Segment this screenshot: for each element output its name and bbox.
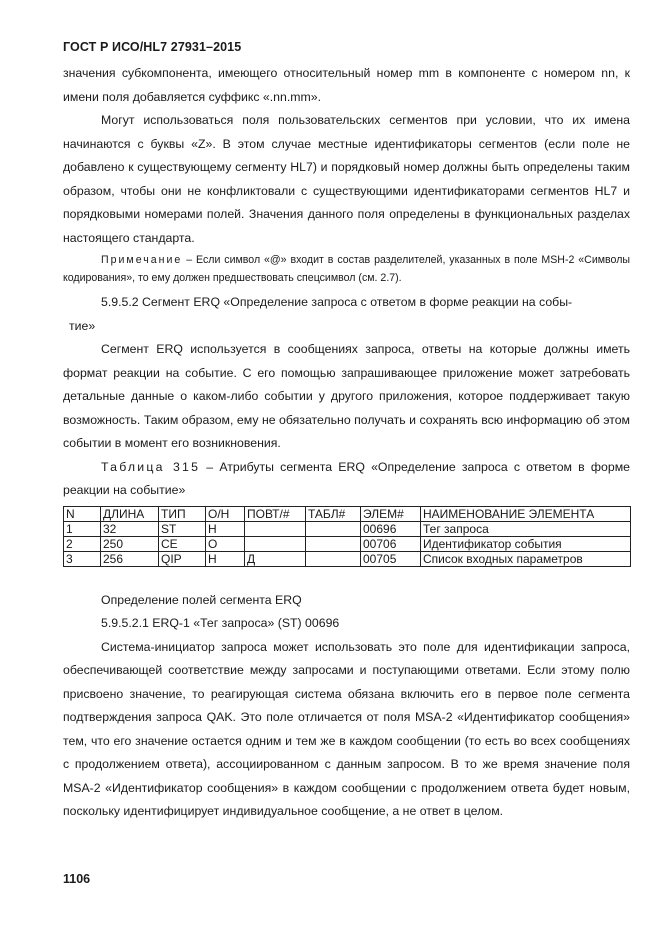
page-content — [63, 62, 630, 824]
cell-repeat: Д — [245, 551, 306, 566]
cell-length: 250 — [101, 536, 159, 551]
cell-repeat — [245, 536, 306, 551]
cell-element: 00706 — [361, 536, 421, 551]
col-header-length: ДЛИНА — [101, 506, 159, 521]
cell-type: ST — [159, 521, 206, 536]
table-row — [64, 521, 631, 536]
note-text: – Если символ «@» входит в состав разделителей, указанных в поле MSH-2 «Символы кодирования», то ему должен предшествовать спецсимвол (см. 2.7). — [63, 254, 630, 284]
document-header: ГОСТ Р ИСО/HL7 27931–2015 — [63, 40, 242, 54]
field-definitions-heading: Определение полей сегмента ERQ — [101, 592, 302, 607]
table-header-row — [64, 506, 631, 521]
section-heading-erq-continued: тие» — [69, 318, 96, 333]
note — [63, 251, 630, 287]
section-heading-erq: 5.9.5.2 Сегмент ERQ «Определение запроса с ответом в форме реакции на собы- — [101, 295, 573, 309]
cell-element-name: Идентификатор события — [421, 536, 631, 551]
table-caption — [63, 456, 630, 503]
cell-element: 00696 — [361, 521, 421, 536]
cell-table — [306, 521, 361, 536]
cell-n: 2 — [64, 536, 101, 551]
table-caption-label: Таблица 315 — [101, 459, 201, 474]
col-header-optionality: О/Н — [206, 506, 245, 521]
cell-table — [306, 551, 361, 566]
col-header-table: ТАБЛ# — [306, 506, 361, 521]
cell-type: QIP — [159, 551, 206, 566]
col-header-element-name: НАИМЕНОВАНИЕ ЭЛЕМЕНТА — [421, 506, 631, 521]
cell-n: 1 — [64, 521, 101, 536]
table-row — [64, 551, 631, 566]
paragraph-subcomponent-suffix: значения субкомпонента, имеющего относительный номер mm в компоненте с номером nn, к имени поля добавляется суффикс «.nn.mm». — [63, 66, 630, 104]
cell-table — [306, 536, 361, 551]
cell-element-name: Список входных параметров — [421, 551, 631, 566]
paragraph-erq-description: Сегмент ERQ используется в сообщениях запроса, ответы на которые должны иметь формат реакции на событие. С его помощью запрашивающее приложение может затребовать детальные данные о каком-либо событии у другого приложения, которое поддерживает такую возможность. Таким образом, ему не обязательно получать и сохранять всю информацию об этом событии в момент его возникновения. — [63, 342, 630, 450]
page-number: 1106 — [63, 872, 91, 886]
col-header-repeat: ПОВТ/# — [245, 506, 306, 521]
cell-optionality: Н — [206, 521, 245, 536]
note-label: Примечание — [101, 254, 183, 266]
attributes-table — [63, 506, 631, 567]
cell-element: 00705 — [361, 551, 421, 566]
paragraph-query-tag: Система-инициатор запроса может использовать это поле для идентификации запроса, обеспечивающей соответствие между запросами и поступающими ответами. Если этому полю присвоено значение, то реагирующая система обязана включить его в первое поле сегмента подтверждения запроса QAK. Это поле отличается от поля MSA-2 «Идентификатор сообщения» тем, что его значение остается одним и тем же в каждом сообщении (то есть во всех сообщениях с продолжением ответа), ассоциированном с данным запросом. В то же время значение поля MSA-2 «Идентификатор сообщения» в каждом сообщении с продолжением ответа будет новым, поскольку идентифицирует индивидуальное сообщение, а не ответ в целом. — [63, 639, 630, 818]
subsection-heading-erq-1: 5.9.5.2.1 ERQ-1 «Тег запроса» (ST) 00696 — [101, 616, 340, 630]
cell-repeat — [245, 521, 306, 536]
cell-n: 3 — [64, 551, 101, 566]
col-header-n: N — [64, 506, 101, 521]
cell-optionality: Н — [206, 551, 245, 566]
cell-type: CE — [159, 536, 206, 551]
cell-element-name: Тег запроса — [421, 521, 631, 536]
cell-length: 32 — [101, 521, 159, 536]
cell-optionality: О — [206, 536, 245, 551]
table-row — [64, 536, 631, 551]
col-header-element: ЭЛЕМ# — [361, 506, 421, 521]
table-caption-text: – Атрибуты сегмента ERQ «Определение запроса с ответом в форме реакции на событие» — [63, 459, 630, 497]
paragraph-user-segments: Могут использоваться поля пользовательских сегментов при условии, что их имена начинаются с буквы «Z». В этом случае местные идентификаторы сегментов (если поле не добавлено к существующему сегменту HL7) и порядковый номер должны быть определены таким образом, чтобы они не конфликтовали с существующими идентификаторами сегментов HL7 и порядковыми номерами полей. Значения данного поля определены в функциональных разделах настоящего стандарта. — [63, 113, 630, 245]
cell-length: 256 — [101, 551, 159, 566]
col-header-type: ТИП — [159, 506, 206, 521]
